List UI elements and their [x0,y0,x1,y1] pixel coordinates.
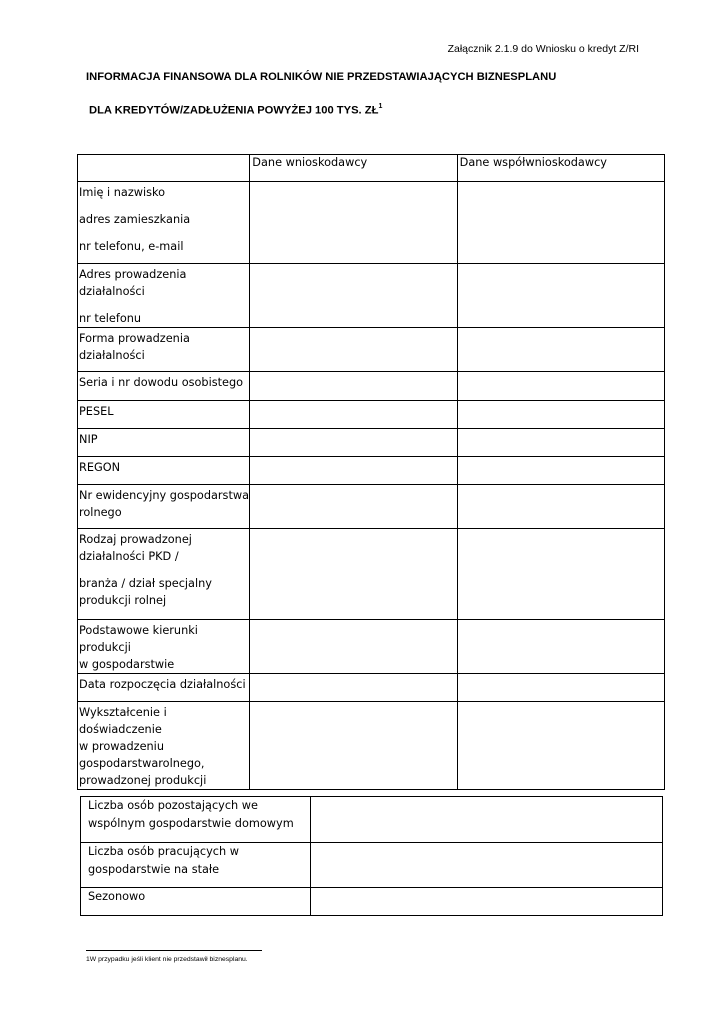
applicant-value-cell[interactable] [250,182,457,264]
coapplicant-value-cell[interactable] [457,264,664,328]
footnote-mark: 1 [378,103,383,110]
row-label-line: działalności PKD / [79,550,179,563]
row-label-line: w gospodarstwie [79,658,175,671]
header-applicant: Dane wnioskodawcy [250,155,457,182]
row-label-line: nr telefonu, e-mail [79,240,184,253]
row-label-line: Adres prowadzenia działalności [79,268,187,298]
table-row [78,485,665,529]
row-label [78,529,250,620]
row-label-line: Rodzaj prowadzonej [79,533,192,546]
document-title-line2 [89,104,382,117]
row-label [81,888,311,916]
coapplicant-value-cell[interactable] [457,429,664,457]
row-label-line: prowadzonej produkcji [79,774,207,787]
row-label-line: Imię i nazwisko [79,186,166,199]
applicant-value-cell[interactable] [250,485,457,529]
household-table [80,796,663,916]
row-label [78,372,250,401]
table-row [78,182,665,264]
row-label-line: Forma prowadzenia [79,332,190,345]
row-label-line: Sezonowo [88,890,146,903]
row-label [81,797,311,843]
applicant-value-cell[interactable] [250,264,457,328]
coapplicant-value-cell[interactable] [457,401,664,429]
applicant-value-cell[interactable] [250,429,457,457]
row-label [78,674,250,702]
row-label-line: PESEL [79,405,114,418]
applicant-data-table [77,154,665,790]
coapplicant-value-cell[interactable] [457,182,664,264]
value-cell[interactable] [311,843,663,888]
row-label-line: rolnego [79,506,122,519]
row-label [78,328,250,372]
row-label [78,457,250,485]
row-label-line: wspólnym gospodarstwie domowym [88,817,294,830]
coapplicant-value-cell[interactable] [457,529,664,620]
row-label [78,401,250,429]
table-row [78,372,665,401]
row-label [81,843,311,888]
applicant-value-cell[interactable] [250,401,457,429]
table-row [78,674,665,702]
applicant-value-cell[interactable] [250,620,457,674]
title-line2-text: DLA KREDYTÓW/ZADŁUŻENIA POWYŻEJ 100 TYS. ZŁ [89,104,379,117]
coapplicant-value-cell[interactable] [457,674,664,702]
footnote-text: 1W przypadku jeśli klient nie przedstawił biznesplanu. [86,956,248,963]
table-row [81,843,663,888]
table-row [78,429,665,457]
row-label-line: Liczba osób pracujących w [88,845,239,858]
coapplicant-value-cell[interactable] [457,620,664,674]
value-cell[interactable] [311,888,663,916]
applicant-value-cell[interactable] [250,372,457,401]
attachment-note: Załącznik 2.1.9 do Wniosku o kredyt Z/RI [447,43,639,55]
row-label-line: nr telefonu [79,312,142,325]
row-label [78,702,250,790]
applicant-value-cell[interactable] [250,457,457,485]
row-label-line: Data rozpoczęcia działalności [79,678,246,691]
applicant-value-cell[interactable] [250,674,457,702]
table-row [78,401,665,429]
coapplicant-value-cell[interactable] [457,457,664,485]
table-row [78,702,665,790]
row-label [78,264,250,328]
footnote-separator [86,950,262,951]
row-label-line: Podstawowe kierunki produkcji [79,624,198,654]
row-label-line: Liczba osób pozostających we [88,799,258,812]
header-coapplicant: Dane współwnioskodawcy [457,155,664,182]
applicant-value-cell[interactable] [250,529,457,620]
value-cell[interactable] [311,797,663,843]
row-label-line: NIP [79,433,98,446]
row-label [78,620,250,674]
row-label-line: w prowadzeniu [79,740,164,753]
table-row [78,457,665,485]
table-row [81,797,663,843]
row-label-line: Wykształcenie i doświadczenie [79,706,167,736]
table-row [78,264,665,328]
coapplicant-value-cell[interactable] [457,372,664,401]
table-header-row [78,155,665,182]
coapplicant-value-cell[interactable] [457,702,664,790]
row-label-line: produkcji rolnej [79,594,167,607]
applicant-value-cell[interactable] [250,702,457,790]
row-label-line: adres zamieszkania [79,213,191,226]
applicant-value-cell[interactable] [250,328,457,372]
document-title-line1: INFORMACJA FINANSOWA DLA ROLNIKÓW NIE PRZEDSTAWIAJĄCYCH BIZNESPLANU [86,71,557,83]
row-label [78,485,250,529]
row-label-line: REGON [79,461,121,474]
row-label-line: Nr ewidencyjny gospodarstwa [79,489,250,502]
coapplicant-value-cell[interactable] [457,328,664,372]
table-row [78,620,665,674]
row-label [78,182,250,264]
row-label-line: gospodarstwie na stałe [88,863,220,876]
coapplicant-value-cell[interactable] [457,485,664,529]
table-row [78,328,665,372]
row-label-line: branża / dział specjalny [79,577,212,590]
row-label-line: Seria i nr dowodu osobistego [79,376,244,389]
table-row [78,529,665,620]
table-row [81,888,663,916]
row-label-line: gospodarstwarolnego, [79,757,205,770]
row-label [78,429,250,457]
row-label-line: działalności [79,349,145,362]
header-empty-cell [78,155,250,182]
